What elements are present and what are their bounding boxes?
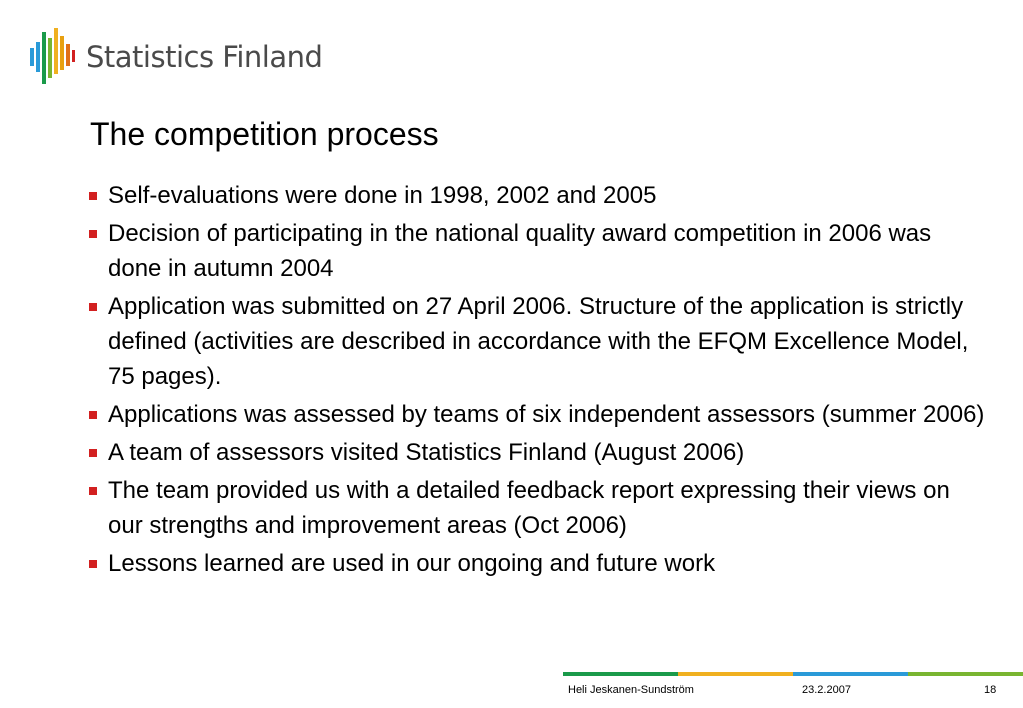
footer-date: 23.2.2007 xyxy=(802,684,851,696)
footer-color-bar xyxy=(563,672,1023,676)
slide-title: The competition process xyxy=(90,116,439,152)
footer-author: Heli Jeskanen-Sundström xyxy=(568,684,694,696)
bullet-item xyxy=(88,397,988,432)
bullet-marker-icon xyxy=(89,230,97,238)
bullet-text: Self-evaluations were done in 1998, 2002 and 2005 xyxy=(108,182,657,209)
bullet-text: Decision of participating in the national quality award competition in 2006 was done in autumn 2004 xyxy=(108,220,932,282)
bullet-text: Application was submitted on 27 April 2006. Structure of the application is strictly defined (activities are described in accordance with the EFQM Excellence Model, 75 pages). xyxy=(108,293,969,390)
bullet-item xyxy=(88,178,988,213)
footer-page-number: 18 xyxy=(984,684,997,696)
bullet-text: Lessons learned are used in our ongoing and future work xyxy=(108,550,716,577)
bullet-item xyxy=(88,289,988,394)
bullet-marker-icon xyxy=(89,192,97,200)
bullet-marker-icon xyxy=(89,303,97,311)
bullet-marker-icon xyxy=(89,449,97,457)
bullet-marker-icon xyxy=(89,411,97,419)
statistics-finland-logo xyxy=(28,28,322,88)
bullet-marker-icon xyxy=(89,560,97,568)
bullet-text: Applications was assessed by teams of six independent assessors (summer 2006) xyxy=(108,401,985,428)
bullet-item xyxy=(88,473,988,543)
logo-text: Statistics Finland xyxy=(86,40,323,74)
logo-bars-icon xyxy=(28,28,76,88)
bullet-item xyxy=(88,216,988,286)
bullet-text: The team provided us with a detailed feedback report expressing their views on our strengths and improvement areas (Oct 2006) xyxy=(108,477,950,539)
footer-bar-green xyxy=(563,672,678,676)
bullet-text: A team of assessors visited Statistics Finland (August 2006) xyxy=(108,439,745,466)
footer-bar-yellow xyxy=(678,672,793,676)
bullet-marker-icon xyxy=(89,487,97,495)
bullet-item xyxy=(88,435,988,470)
bullet-list xyxy=(88,178,988,584)
footer-bar-lightgreen xyxy=(908,672,1023,676)
footer-bar-blue xyxy=(793,672,908,676)
bullet-item xyxy=(88,546,988,581)
